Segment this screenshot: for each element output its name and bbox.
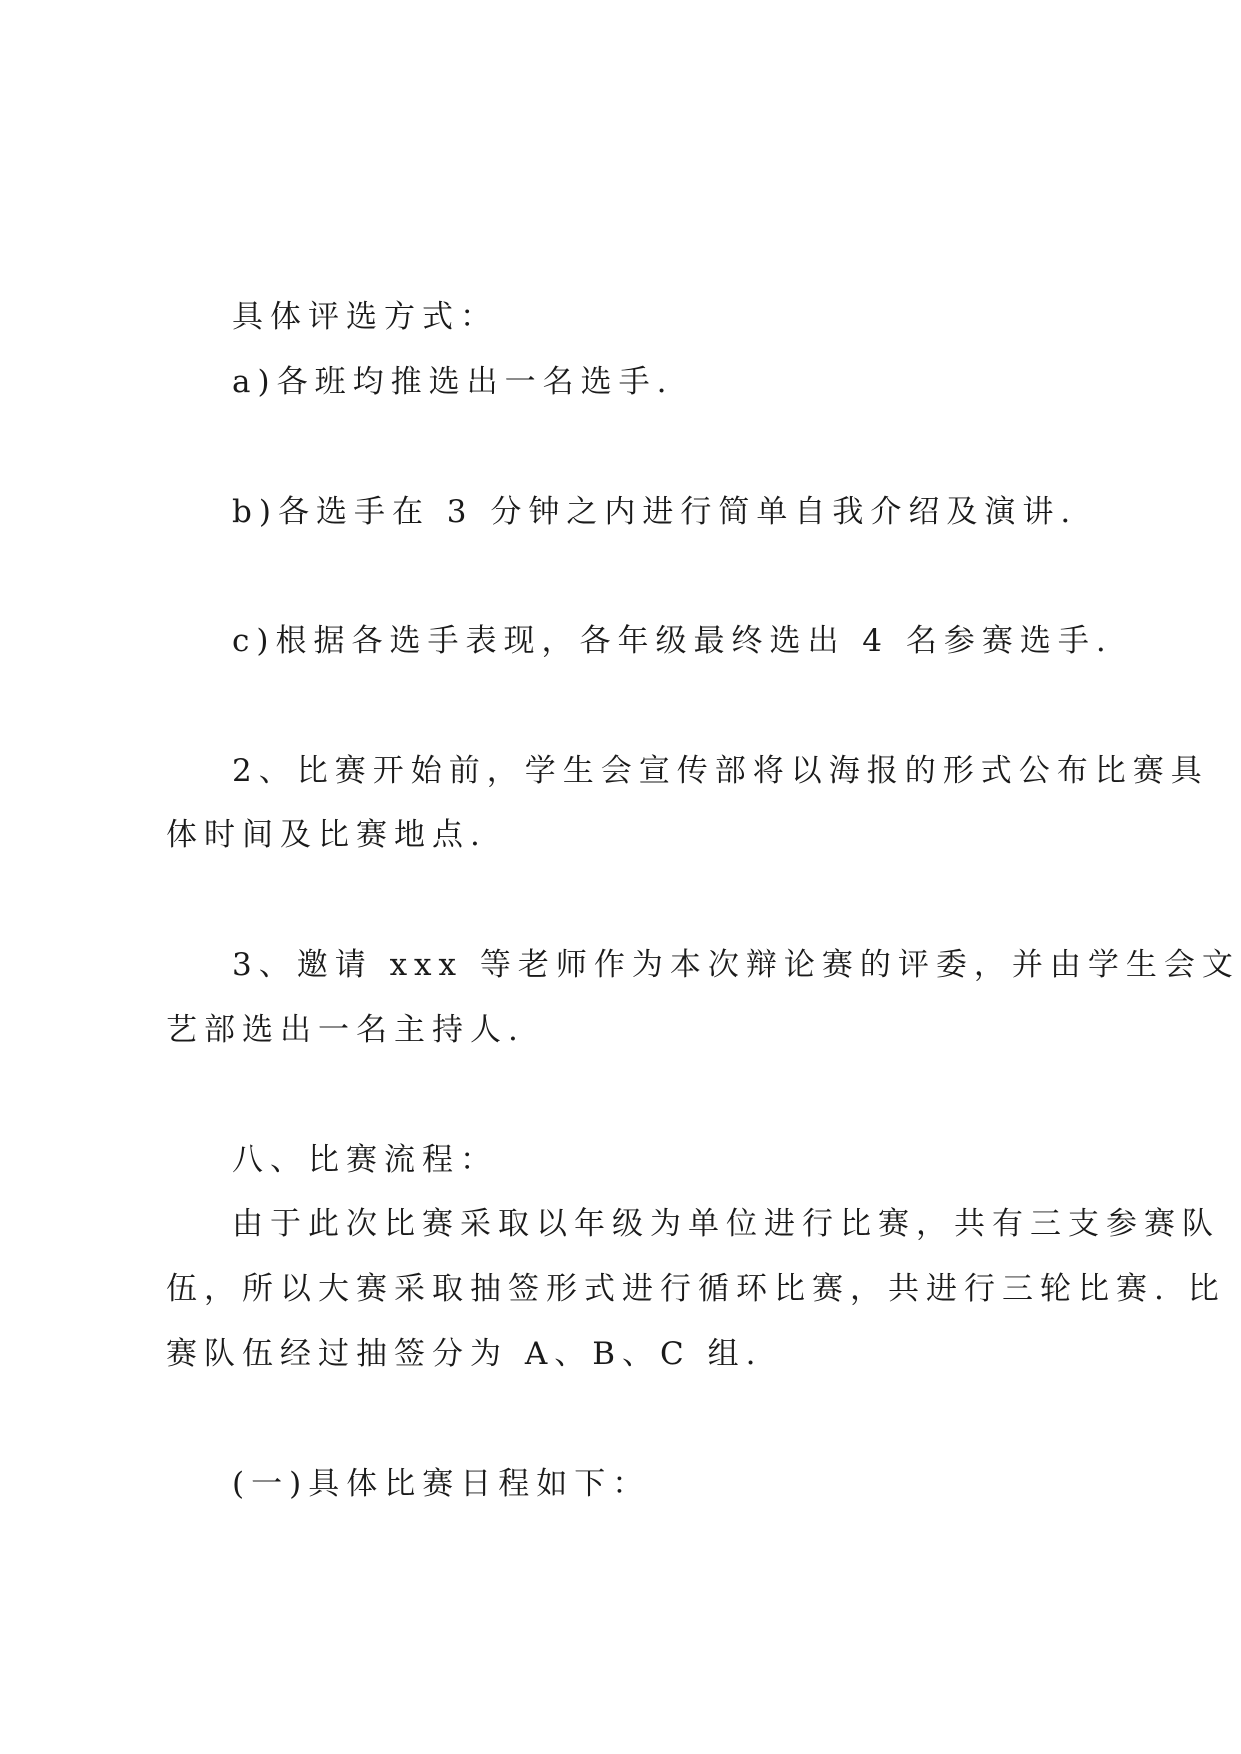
process-paragraph-line-1: 由于此次比赛采取以年级为单位进行比赛，共有三支参赛队 — [232, 1206, 1220, 1242]
evaluation-item-b: b)各选手在 3 分钟之内进行简单自我介绍及演讲. — [232, 494, 1078, 530]
evaluation-item-a: a)各班均推选出一名选手. — [232, 364, 674, 400]
paragraph-2-line-2: 体时间及比赛地点. — [166, 817, 487, 853]
evaluation-method-heading: 具体评选方式： — [232, 299, 498, 335]
evaluation-item-c: c)根据各选手表现，各年级最终选出 4 名参赛选手. — [232, 623, 1113, 659]
paragraph-2-line-1: 2、比赛开始前，学生会宣传部将以海报的形式公布比赛具 — [232, 753, 1209, 789]
process-paragraph-line-3: 赛队伍经过抽签分为 A、B、C 组. — [166, 1336, 763, 1372]
schedule-heading: (一)具体比赛日程如下： — [232, 1466, 651, 1502]
paragraph-3-line-1: 3、邀请 xxx 等老师作为本次辩论赛的评委，并由学生会文 — [232, 947, 1240, 983]
paragraph-3-line-2: 艺部选出一名主持人. — [166, 1012, 525, 1048]
process-paragraph-line-2: 伍，所以大赛采取抽签形式进行循环比赛，共进行三轮比赛. 比 — [166, 1271, 1226, 1307]
section-8-heading: 八、比赛流程： — [232, 1142, 498, 1178]
